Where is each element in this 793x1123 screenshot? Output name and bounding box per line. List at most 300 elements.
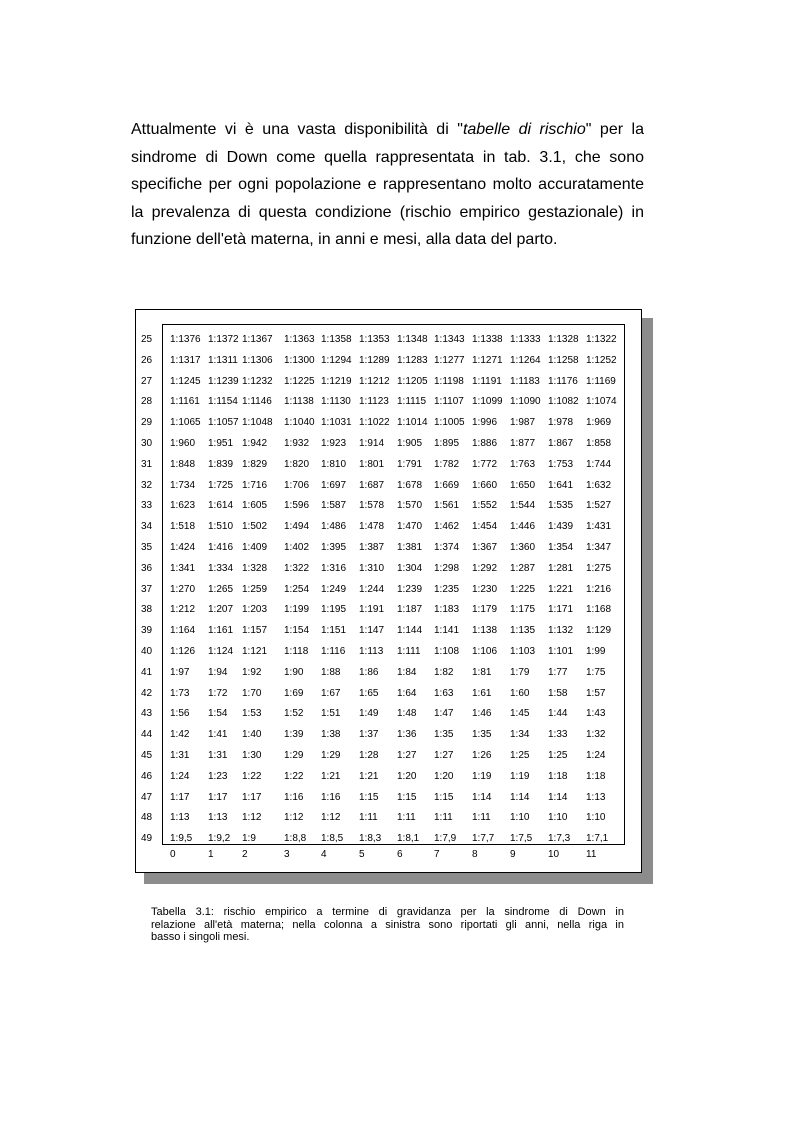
table-cell: 1:51 [321,708,341,719]
table-cell: 1:341 [170,563,196,574]
table-cell: 1:987 [510,417,536,428]
col-label-month: 5 [359,849,365,860]
caption-line: basso i singoli mesi. [151,931,250,943]
table-cell: 1:552 [472,500,498,511]
table-cell: 1:932 [284,438,310,449]
table-cell: 1:118 [284,646,309,657]
table-cell: 1:446 [510,521,536,532]
table-cell: 1:81 [472,667,492,678]
row-label-age: 32 [141,480,153,491]
table-cell: 1:56 [170,708,190,719]
table-cell: 1:124 [208,646,234,657]
table-cell: 1:16 [284,792,304,803]
intro-line [131,116,644,144]
table-cell: 1:587 [321,500,347,511]
table-cell: 1:1176 [548,376,578,387]
table-cell: 1:678 [397,480,423,491]
table-cell: 1:772 [472,459,498,470]
table-cell: 1:1363 [284,334,315,345]
table-cell: 1:1123 [359,396,389,407]
table-cell: 1:744 [586,459,612,470]
table-cell: 1:886 [472,438,498,449]
table-cell: 1:29 [321,750,341,761]
table-caption [151,906,624,944]
table-cell: 1:960 [170,438,196,449]
table-cell: 1:26 [472,750,492,761]
table-cell: 1:1264 [510,355,541,366]
table-cell: 1:63 [434,688,454,699]
table-cell: 1:154 [284,625,310,636]
caption-line: relazione all'età materna; nella colonna a sinistra sono riportati gli anni, nella riga in [151,918,624,931]
table-cell: 1:1367 [242,334,273,345]
table-cell: 1:1343 [434,334,465,345]
table-cell: 1:15 [397,792,417,803]
table-cell: 1:138 [472,625,498,636]
row-label-age: 31 [141,459,153,470]
table-cell: 1:1294 [321,355,352,366]
table-cell: 1:199 [284,604,310,615]
row-label-age: 43 [141,708,153,719]
table-cell: 1:1183 [510,376,540,387]
table-cell: 1:395 [321,542,347,553]
table-cell: 1:20 [434,771,454,782]
table-cell: 1:77 [548,667,568,678]
table-cell: 1:212 [170,604,196,615]
table-cell: 1:292 [472,563,498,574]
table-cell: 1:1065 [170,417,201,428]
table-cell: 1:17 [242,792,262,803]
table-cell: 1:402 [284,542,310,553]
table-cell: 1:1090 [510,396,541,407]
table-cell: 1:45 [510,708,530,719]
table-cell: 1:858 [586,438,612,449]
table-cell: 1:57 [586,688,606,699]
table-cell: 1:25 [510,750,530,761]
row-label-age: 46 [141,771,153,782]
table-cell: 1:235 [434,584,460,595]
table-cell: 1:97 [170,667,190,678]
table-cell: 1:9,5 [170,833,193,844]
table-cell: 1:1232 [242,376,273,387]
table-cell: 1:360 [510,542,536,553]
table-cell: 1:265 [208,584,234,595]
table-cell: 1:877 [510,438,536,449]
table-cell: 1:669 [434,480,460,491]
table-cell: 1:49 [359,708,379,719]
table-cell: 1:22 [284,771,304,782]
table-cell: 1:605 [242,500,268,511]
table-cell: 1:281 [548,563,574,574]
table-cell: 1:502 [242,521,268,532]
table-cell: 1:942 [242,438,268,449]
table-cell: 1:11 [434,812,453,823]
table-cell: 1:387 [359,542,385,553]
table-cell: 1:18 [586,771,606,782]
table-cell: 1:42 [170,729,190,740]
table-cell: 1:1219 [321,376,352,387]
row-label-age: 26 [141,355,153,366]
table-cell: 1:1022 [359,417,390,428]
table-cell: 1:10 [548,812,568,823]
table-cell: 1:1252 [586,355,617,366]
table-cell: 1:706 [284,480,310,491]
row-label-age: 36 [141,563,153,574]
table-cell: 1:367 [472,542,498,553]
col-label-month: 11 [586,849,597,860]
table-cell: 1:24 [586,750,606,761]
table-cell: 1:249 [321,584,347,595]
table-cell: 1:144 [397,625,423,636]
table-cell: 1:304 [397,563,423,574]
table-cell: 1:578 [359,500,385,511]
table-cell: 1:951 [208,438,234,449]
table-cell: 1:108 [434,646,460,657]
table-cell: 1:791 [397,459,423,470]
table-cell: 1:1348 [397,334,428,345]
table-cell: 1:1205 [397,376,428,387]
table-cell: 1:439 [548,521,574,532]
table-cell: 1:35 [472,729,492,740]
table-cell: 1:187 [397,604,423,615]
table-cell: 1:1239 [208,376,239,387]
table-cell: 1:829 [242,459,268,470]
table-cell: 1:9,2 [208,833,231,844]
table-cell: 1:914 [359,438,385,449]
table-cell: 1:716 [242,480,268,491]
table-cell: 1:19 [510,771,530,782]
table-cell: 1:650 [510,480,536,491]
row-label-age: 35 [141,542,153,553]
table-cell: 1:58 [548,688,568,699]
table-cell: 1:22 [242,771,262,782]
table-cell: 1:15 [434,792,454,803]
row-label-age: 45 [141,750,153,761]
row-label-age: 30 [141,438,153,449]
col-label-month: 9 [510,849,516,860]
table-cell: 1:494 [284,521,310,532]
table-cell: 1:16 [321,792,341,803]
table-cell: 1:1372 [208,334,239,345]
table-cell: 1:31 [208,750,228,761]
table-cell: 1:1338 [472,334,503,345]
table-cell: 1:1212 [359,376,390,387]
table-cell: 1:1107 [434,396,464,407]
table-cell: 1:1322 [586,334,617,345]
table-cell: 1:207 [208,604,234,615]
table-cell: 1:535 [548,500,574,511]
table-cell: 1:1115 [397,396,427,407]
table-cell: 1:347 [586,542,612,553]
intro-text: Attualmente vi è una vasta disponibilità di " [131,121,463,138]
table-cell: 1:225 [510,584,536,595]
table-cell: 1:40 [242,729,262,740]
table-cell: 1:53 [242,708,262,719]
table-cell: 1:1333 [510,334,541,345]
table-cell: 1:161 [208,625,234,636]
col-label-month: 2 [242,849,248,860]
table-cell: 1:135 [510,625,536,636]
table-cell: 1:1353 [359,334,390,345]
table-cell: 1:8,8 [284,833,307,844]
table-cell: 1:763 [510,459,536,470]
table-cell: 1:14 [548,792,568,803]
table-cell: 1:11 [397,812,416,823]
table-cell: 1:239 [397,584,423,595]
table-cell: 1:1311 [208,355,238,366]
col-label-month: 10 [548,849,560,860]
row-label-age: 38 [141,604,153,615]
intro-line: funzione dell'età materna, in anni e mesi, alla data del parto. [131,231,558,248]
table-cell: 1:470 [397,521,423,532]
table-cell: 1:17 [170,792,190,803]
table-cell: 1:14 [472,792,492,803]
intro-line: sindrome di Down come quella rappresentata in tab. 3.1, che sono [131,148,644,166]
table-cell: 1:36 [397,729,417,740]
table-cell: 1:734 [170,480,196,491]
table-cell: 1:64 [397,688,417,699]
table-cell: 1:157 [242,625,268,636]
row-label-age: 33 [141,500,153,511]
table-cell: 1:12 [242,812,262,823]
table-cell: 1:221 [548,584,574,595]
table-cell: 1:978 [548,417,574,428]
table-cell: 1:905 [397,438,423,449]
table-cell: 1:632 [586,480,612,491]
table-cell: 1:1074 [586,396,617,407]
table-cell: 1:19 [472,771,492,782]
table-cell: 1:1317 [170,355,201,366]
table-cell: 1:43 [586,708,606,719]
table-cell: 1:7,7 [472,833,495,844]
table-cell: 1:65 [359,688,379,699]
table-cell: 1:195 [321,604,347,615]
table-cell: 1:7,5 [510,833,533,844]
table-cell: 1:34 [510,729,530,740]
table-cell: 1:13 [586,792,606,803]
table-cell: 1:8,1 [397,833,420,844]
table-cell: 1:75 [586,667,606,678]
table-cell: 1:15 [359,792,379,803]
table-cell: 1:88 [321,667,341,678]
table-cell: 1:867 [548,438,574,449]
row-label-age: 29 [141,417,153,428]
table-cell: 1:69 [284,688,304,699]
table-cell: 1:103 [510,646,536,657]
table-cell: 1:1099 [472,396,503,407]
table-cell: 1:316 [321,563,347,574]
table-cell: 1:10 [510,812,530,823]
table-cell: 1:1048 [242,417,273,428]
table-cell: 1:8,3 [359,833,382,844]
table-cell: 1:996 [472,417,498,428]
table-cell: 1:725 [208,480,234,491]
row-label-age: 34 [141,521,153,532]
table-cell: 1:13 [208,812,228,823]
table-cell: 1:270 [170,584,196,595]
table-cell: 1:1130 [321,396,351,407]
table-cell: 1:7,9 [434,833,457,844]
table-cell: 1:33 [548,729,568,740]
table-cell: 1:1138 [284,396,314,407]
table-cell: 1:12 [284,812,304,823]
table-cell: 1:641 [548,480,574,491]
table-cell: 1:254 [284,584,310,595]
table-cell: 1:1300 [284,355,315,366]
table-cell: 1:1271 [472,355,503,366]
table-cell: 1:14 [510,792,530,803]
col-label-month: 0 [170,849,176,860]
table-cell: 1:334 [208,563,234,574]
table-cell: 1:848 [170,459,196,470]
table-cell: 1:116 [321,646,346,657]
table-cell: 1:86 [359,667,379,678]
table-cell: 1:179 [472,604,498,615]
col-label-month: 8 [472,849,478,860]
table-cell: 1:38 [321,729,341,740]
table-cell: 1:839 [208,459,234,470]
table-cell: 1:84 [397,667,417,678]
table-cell: 1:810 [321,459,347,470]
table-cell: 1:39 [284,729,304,740]
table-cell: 1:1005 [434,417,465,428]
table-cell: 1:1358 [321,334,352,345]
table-cell: 1:35 [434,729,454,740]
table-cell: 1:1258 [548,355,579,366]
table-cell: 1:92 [242,667,262,678]
table-cell: 1:46 [472,708,492,719]
table-cell: 1:1146 [242,396,272,407]
table-cell: 1:1154 [208,396,238,407]
table-cell: 1:203 [242,604,268,615]
table-cell: 1:230 [472,584,498,595]
table-cell: 1:1169 [586,376,616,387]
table-cell: 1:1376 [170,334,201,345]
table-cell: 1:32 [586,729,606,740]
table-cell: 1:183 [434,604,460,615]
table-cell: 1:27 [397,750,417,761]
table-cell: 1:61 [472,688,492,699]
table-cell: 1:1306 [242,355,273,366]
table-cell: 1:322 [284,563,310,574]
table-cell: 1:52 [284,708,304,719]
caption-line: Tabella 3.1: rischio empirico a termine di gravidanza per la sindrome di Down in [151,906,624,918]
row-label-age: 37 [141,584,153,595]
table-cell: 1:328 [242,563,268,574]
table-cell: 1:8,5 [321,833,344,844]
row-label-age: 40 [141,646,153,657]
table-cell: 1:7,1 [586,833,609,844]
table-cell: 1:462 [434,521,460,532]
table-cell: 1:820 [284,459,310,470]
table-cell: 1:561 [434,500,460,511]
table-cell: 1:1040 [284,417,315,428]
table-cell: 1:126 [170,646,196,657]
table-cell: 1:518 [170,521,196,532]
table-cell: 1:25 [548,750,568,761]
table-cell: 1:168 [586,604,612,615]
table-cell: 1:23 [208,771,228,782]
table-cell: 1:191 [359,604,385,615]
table-cell: 1:381 [397,542,423,553]
table-cell: 1:527 [586,500,612,511]
col-label-month: 6 [397,849,403,860]
col-label-month: 7 [434,849,440,860]
table-cell: 1:1014 [397,417,428,428]
row-label-age: 41 [141,667,153,678]
table-cell: 1:510 [208,521,234,532]
table-cell: 1:697 [321,480,347,491]
table-cell: 1:687 [359,480,385,491]
table-cell: 1:310 [359,563,385,574]
table-cell: 1:101 [548,646,574,657]
table-cell: 1:409 [242,542,268,553]
row-label-age: 48 [141,812,153,823]
table-cell: 1:164 [170,625,196,636]
row-label-age: 28 [141,396,153,407]
table-cell: 1:1191 [472,376,502,387]
table-cell: 1:1328 [548,334,579,345]
table-cell: 1:30 [242,750,262,761]
table-cell: 1:354 [548,542,574,553]
row-label-age: 44 [141,729,153,740]
table-cell: 1:431 [586,521,612,532]
table-cell: 1:171 [548,604,574,615]
table-cell: 1:275 [586,563,612,574]
table-cell: 1:12 [321,812,341,823]
table-cell: 1:60 [510,688,530,699]
table-cell: 1:94 [208,667,228,678]
table-cell: 1:90 [284,667,304,678]
table-cell: 1:10 [586,812,606,823]
table-cell: 1:121 [242,646,268,657]
table-cell: 1:17 [208,792,228,803]
table-cell: 1:287 [510,563,536,574]
table-cell: 1:106 [472,646,498,657]
table-cell: 1:374 [434,542,460,553]
table-cell: 1:1057 [208,417,239,428]
table-cell: 1:29 [284,750,304,761]
table-cell: 1:72 [208,688,228,699]
table-cell: 1:923 [321,438,347,449]
table-cell: 1:454 [472,521,498,532]
table-cell: 1:48 [397,708,417,719]
table-cell: 1:570 [397,500,423,511]
table-cell: 1:67 [321,688,341,699]
table-cell: 1:28 [359,750,379,761]
table-cell: 1:660 [472,480,498,491]
table-cell: 1:1225 [284,376,315,387]
table-cell: 1:21 [321,771,341,782]
table-cell: 1:416 [208,542,234,553]
table-cell: 1:801 [359,459,385,470]
table-cell: 1:895 [434,438,460,449]
col-label-month: 4 [321,849,327,860]
table-cell: 1:111 [397,646,421,657]
table-cell: 1:1082 [548,396,579,407]
intro-text: " per la [585,121,644,138]
table-cell: 1:141 [434,625,460,636]
table-cell: 1:147 [359,625,385,636]
table-cell: 1:47 [434,708,454,719]
table-cell: 1:13 [170,812,190,823]
table-cell: 1:41 [208,729,228,740]
table-cell: 1:24 [170,771,190,782]
table-cell: 1:216 [586,584,612,595]
table-cell: 1:1245 [170,376,201,387]
intro-paragraph [131,116,644,254]
table-cell: 1:969 [586,417,612,428]
table-cell: 1:9 [242,833,256,844]
